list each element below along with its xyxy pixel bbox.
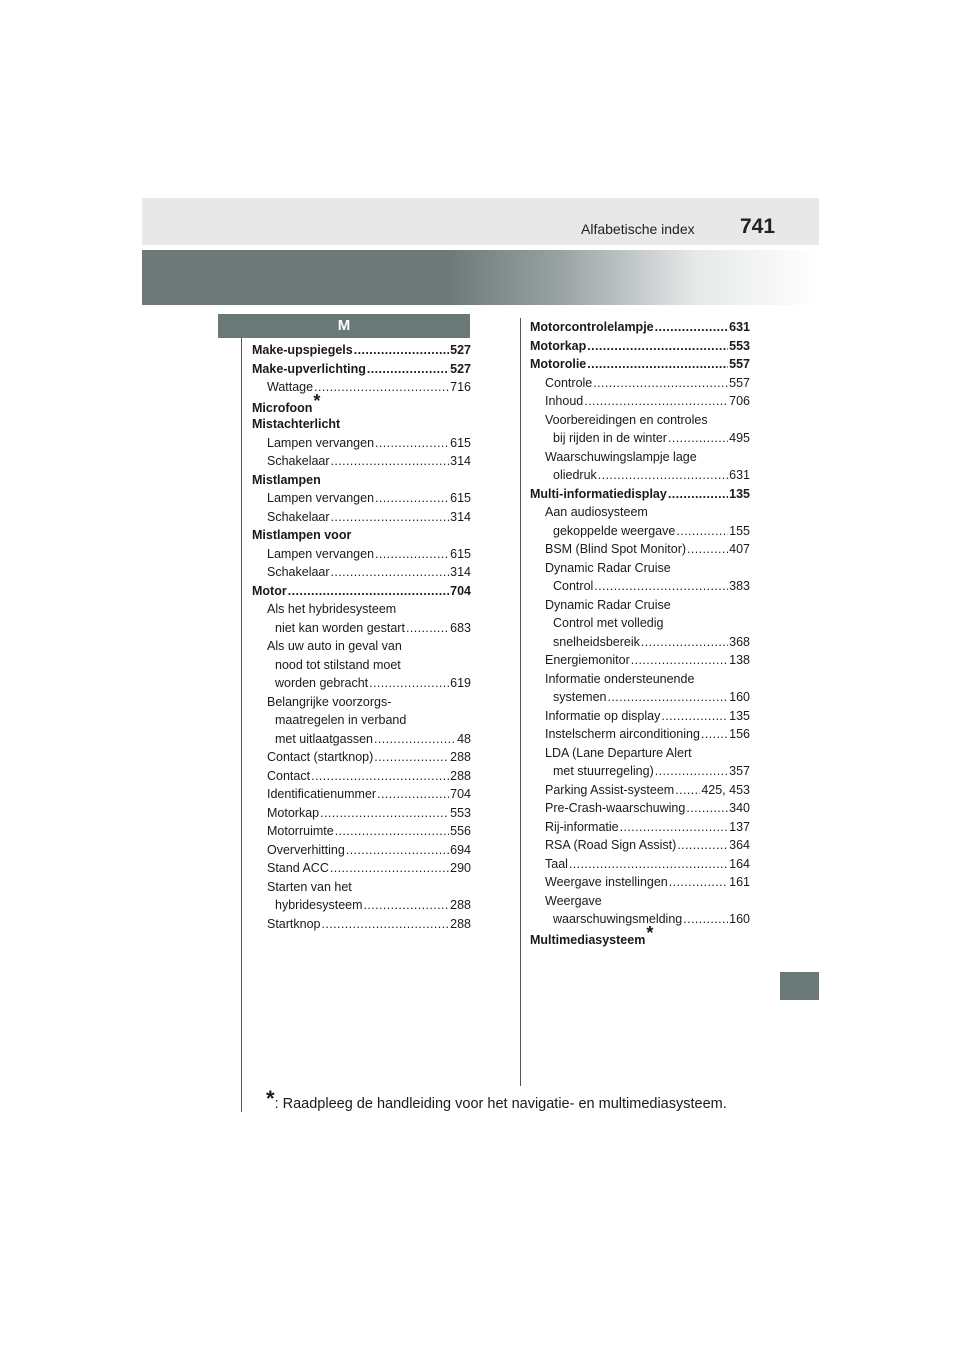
index-entry-text: Als het hybridesysteem (267, 602, 397, 616)
index-entry-text: met stuurregeling) (553, 764, 654, 778)
index-entry (252, 785, 471, 804)
dot-leader (331, 563, 450, 582)
index-entry-page: 615 (450, 435, 471, 450)
section-thumb-tab (780, 972, 819, 1000)
index-entry-page: 619 (450, 676, 471, 690)
dot-leader (377, 785, 449, 804)
column-divider (520, 318, 521, 1086)
index-entry-text: snelheidsbereik (553, 634, 640, 649)
index-entry-text: Motorcontrolelampje (530, 320, 654, 334)
index-entry-text: Weergave (545, 893, 602, 908)
dot-leader (587, 355, 728, 374)
index-entry-text: Mistlampen (252, 472, 321, 487)
index-entry-text: Parking Assist-systeem (545, 782, 675, 797)
dot-leader (608, 688, 729, 707)
index-entry-page: 357 (729, 764, 750, 778)
dot-leader (311, 767, 449, 786)
index-entry-page: 160 (729, 912, 750, 926)
index-entry-text: RSA (Road Sign Assist) (545, 838, 677, 852)
dot-leader (620, 818, 729, 837)
dot-leader (668, 485, 728, 504)
dot-leader (331, 508, 450, 527)
dot-leader (677, 836, 728, 855)
index-entry-text: Informatie op display (545, 708, 661, 723)
index-entry-text: Schakelaar (267, 509, 330, 524)
index-entry-page: 407 (729, 542, 750, 556)
index-entry (530, 337, 750, 356)
page-number: 741 (740, 215, 776, 238)
index-entry-text: hybridesysteem (275, 898, 363, 912)
dot-leader (375, 545, 449, 564)
index-entry-text: Waarschuwingslampje lage (545, 449, 697, 464)
index-entry (252, 545, 471, 564)
dot-leader (288, 582, 449, 601)
index-entry (530, 577, 750, 596)
index-entry (252, 748, 471, 767)
index-entry-text: Multi-informatiedisplay (530, 486, 667, 501)
header-box (142, 198, 819, 245)
index-entry-text: nood tot stilstand moet (275, 657, 401, 672)
index-entry-page: 314 (450, 565, 471, 579)
index-entry (530, 910, 750, 929)
index-entry-page: 156 (729, 727, 750, 741)
index-entry-page: 290 (450, 861, 471, 875)
index-entry-text: bij rijden in de winter (553, 431, 667, 445)
index-entry-page: 314 (450, 509, 471, 524)
index-entry (252, 841, 471, 860)
index-entry-text: Schakelaar (267, 565, 330, 579)
dot-leader (367, 360, 449, 379)
index-entry-text: Motorruimte (267, 824, 334, 838)
index-entry-page: 155 (729, 523, 750, 538)
index-entry (530, 651, 750, 670)
dot-leader (354, 341, 449, 360)
index-entry-page: 135 (729, 486, 750, 501)
index-entry-page: 553 (729, 338, 750, 353)
index-entry-page: 288 (450, 768, 471, 783)
index-entry (530, 411, 750, 430)
index-entry (530, 836, 750, 855)
dot-leader (687, 540, 728, 559)
index-entry-page: 631 (729, 468, 750, 482)
index-entry-page: 314 (450, 454, 471, 468)
index-entry-text: Belangrijke voorzorgs- (267, 694, 392, 709)
index-entry-page: 556 (450, 824, 471, 838)
dot-leader (584, 392, 728, 411)
index-entry (252, 563, 471, 582)
index-entry (252, 878, 471, 897)
dot-leader (330, 859, 449, 878)
index-entry-text: Lampen vervangen (267, 435, 375, 450)
index-entry (252, 656, 471, 675)
index-entry (252, 674, 471, 693)
index-entry-text: Aan audiosysteem (545, 505, 648, 519)
dot-leader (668, 429, 728, 448)
index-entry-page: 706 (729, 394, 750, 408)
index-entry-text: Dynamic Radar Cruise (545, 597, 671, 612)
header-title: Alfabetische index (581, 221, 695, 237)
dot-leader (314, 378, 449, 397)
dot-leader (686, 799, 728, 818)
index-entry (252, 896, 471, 915)
index-entry (252, 693, 471, 712)
index-entry-page: 683 (450, 620, 471, 635)
index-entry-page: 161 (729, 875, 750, 889)
index-entry-text: met uitlaatgassen (275, 731, 373, 746)
index-entry (252, 341, 471, 360)
index-entry (252, 600, 471, 619)
index-entry (530, 892, 750, 911)
index-column-right (530, 318, 750, 947)
index-entry (530, 818, 750, 837)
index-entry-page: 383 (729, 579, 750, 593)
index-entry (252, 637, 471, 656)
index-entry (530, 559, 750, 578)
index-entry-text: Lampen vervangen (267, 491, 375, 505)
dot-leader (661, 707, 728, 726)
index-entry (252, 378, 471, 397)
dot-leader (320, 804, 449, 823)
index-entry-text: Startknop (267, 916, 321, 931)
index-entry-page: 527 (450, 343, 471, 357)
index-entry (530, 781, 750, 800)
index-entry-page: 615 (450, 546, 471, 561)
index-entry (530, 744, 750, 763)
index-entry-text: Motorkap (267, 805, 320, 820)
dot-leader (594, 577, 728, 596)
index-entry (252, 452, 471, 471)
index-entry-page: 553 (450, 805, 471, 820)
dot-leader (375, 489, 449, 508)
index-entry-text: waarschuwingsmelding (553, 912, 683, 926)
index-entry (252, 804, 471, 823)
index-entry-page: 368 (729, 634, 750, 649)
dot-leader (374, 748, 449, 767)
index-entry (252, 915, 471, 934)
index-entry-text: oliedruk (553, 468, 597, 482)
index-entry-page: 495 (729, 431, 750, 445)
index-entry-page: 631 (729, 320, 750, 334)
index-entry (530, 318, 750, 337)
index-entry (530, 448, 750, 467)
index-entry-page: 288 (450, 898, 471, 912)
dot-leader (593, 374, 728, 393)
dot-leader (631, 651, 728, 670)
index-entry (530, 540, 750, 559)
index-entry-text: Make-upverlichting (252, 361, 366, 376)
index-entry-page: 137 (729, 819, 750, 834)
index-entry-page: 288 (450, 750, 471, 764)
index-entry-page: 557 (729, 375, 750, 390)
index-entry-text: systemen (553, 690, 607, 704)
dot-leader (374, 730, 456, 749)
dot-leader (675, 781, 700, 800)
index-entry (252, 471, 471, 490)
index-entry-page: 160 (729, 690, 750, 704)
index-entry (530, 707, 750, 726)
index-entry (530, 355, 750, 374)
index-entry-text: Weergave instellingen (545, 875, 668, 889)
index-entry (252, 859, 471, 878)
index-entry-page: 425, 453 (701, 782, 750, 797)
index-entry-text: Pre-Crash-waarschuwing (545, 801, 686, 815)
index-entry-text: maatregelen in verband (275, 713, 407, 727)
dot-leader (683, 910, 728, 929)
index-entry (252, 582, 471, 601)
index-entry (530, 762, 750, 781)
index-entry-text: Instelscherm airconditioning (545, 727, 700, 741)
index-entry-page: 288 (450, 916, 471, 931)
index-entry-page: 615 (450, 491, 471, 505)
index-entry-text: Mistlampen voor (252, 528, 352, 542)
index-entry-text: Contact (267, 768, 311, 783)
index-entry (252, 822, 471, 841)
left-margin-rule (241, 338, 242, 1112)
index-entry-text: Oververhitting (267, 842, 345, 857)
section-letter: M (218, 314, 470, 338)
index-entry (530, 374, 750, 393)
index-entry-page: 340 (729, 801, 750, 815)
index-entry (252, 434, 471, 453)
index-entry-text: Schakelaar (267, 454, 330, 468)
dot-leader (587, 337, 728, 356)
index-entry (530, 614, 750, 633)
index-entry-text: LDA (Lane Departure Alert (545, 745, 692, 760)
index-entry-text: Motor (252, 583, 287, 598)
index-entry-page: 135 (729, 708, 750, 723)
dot-leader (346, 841, 449, 860)
dot-leader (364, 896, 450, 915)
index-entry (252, 767, 471, 786)
index-entry (252, 619, 471, 638)
index-entry (530, 725, 750, 744)
index-entry-text: BSM (Blind Spot Monitor) (545, 542, 687, 556)
index-entry-page: 164 (729, 856, 750, 871)
index-entry-text: Control (553, 579, 594, 593)
index-entry-text: Multimediasysteem (530, 932, 646, 947)
footnote-text: : Raadpleeg de handleiding voor het navigatie- en multimediasysteem. (274, 1096, 727, 1112)
index-entry (252, 489, 471, 508)
dot-leader (406, 619, 449, 638)
index-entry-text: niet kan worden gestart (275, 620, 405, 635)
index-entry (252, 526, 471, 545)
index-entry-text: Voorbereidingen en controles (545, 412, 708, 427)
index-entry-text: Dynamic Radar Cruise (545, 560, 671, 575)
index-entry-text: Informatie ondersteunende (545, 671, 695, 686)
index-entry-page: 527 (450, 361, 471, 376)
dot-leader (322, 915, 450, 934)
index-entry-text: Taal (545, 856, 568, 871)
dot-leader (676, 522, 728, 541)
dot-leader (669, 873, 728, 892)
index-column-left (252, 341, 471, 933)
index-entry (530, 429, 750, 448)
index-entry-text: Energiemonitor (545, 653, 630, 667)
header-banner (142, 250, 819, 305)
index-entry-text: Wattage (267, 380, 314, 394)
index-entry (530, 688, 750, 707)
dot-leader (335, 822, 449, 841)
footnote-star: * (313, 390, 321, 411)
index-entry-text: Inhoud (545, 394, 584, 408)
index-entry (530, 799, 750, 818)
index-entry-text: Microfoon (252, 400, 313, 415)
footnote-star: * (646, 922, 654, 943)
dot-leader (369, 674, 449, 693)
index-entry-text: Control met volledig (553, 616, 664, 630)
index-entry (530, 596, 750, 615)
footnote-marker: * (266, 1086, 275, 1111)
index-entry (252, 711, 471, 730)
index-entry (530, 522, 750, 541)
dot-leader (569, 855, 728, 874)
dot-leader (655, 318, 729, 337)
index-entry-text: gekoppelde weergave (553, 523, 676, 538)
index-entry-page: 716 (450, 380, 471, 394)
index-entry-text: Rij-informatie (545, 819, 619, 834)
index-entry (530, 503, 750, 522)
dot-leader (701, 725, 728, 744)
index-entry-page: 704 (450, 787, 471, 801)
index-entry (530, 855, 750, 874)
index-entry-text: Als uw auto in geval van (267, 639, 402, 653)
index-entry-page: 48 (457, 731, 471, 746)
index-entry-text: Lampen vervangen (267, 546, 375, 561)
index-entry (252, 730, 471, 749)
index-entry-text: Stand ACC (267, 861, 329, 875)
dot-leader (331, 452, 450, 471)
index-entry-text: Mistachterlicht (252, 417, 341, 431)
index-entry-text: Controle (545, 375, 593, 390)
index-entry-text: Motorkap (530, 338, 587, 353)
index-entry-page: 364 (729, 838, 750, 852)
index-entry (530, 873, 750, 892)
dot-leader (598, 466, 728, 485)
index-entry (252, 415, 471, 434)
index-entry-text: Motorolie (530, 357, 587, 371)
index-entry (530, 633, 750, 652)
footnote (266, 1088, 727, 1114)
index-entry-page: 138 (729, 653, 750, 667)
index-entry (530, 392, 750, 411)
index-entry-text: Identificatienummer (267, 787, 377, 801)
index-entry (530, 485, 750, 504)
index-entry-text: Make-upspiegels (252, 343, 353, 357)
index-entry (252, 508, 471, 527)
index-entry (252, 390, 471, 416)
index-entry (530, 466, 750, 485)
index-entry (252, 360, 471, 379)
index-entry (530, 922, 750, 948)
dot-leader (655, 762, 728, 781)
index-entry-page: 704 (450, 583, 471, 598)
index-entry-text: worden gebracht (275, 676, 369, 690)
dot-leader (375, 434, 449, 453)
dot-leader (641, 633, 728, 652)
index-entry (530, 670, 750, 689)
index-entry-text: Contact (startknop) (267, 750, 374, 764)
index-entry-text: Starten van het (267, 879, 352, 894)
index-entry-page: 694 (450, 842, 471, 857)
index-entry-page: 557 (729, 357, 750, 371)
